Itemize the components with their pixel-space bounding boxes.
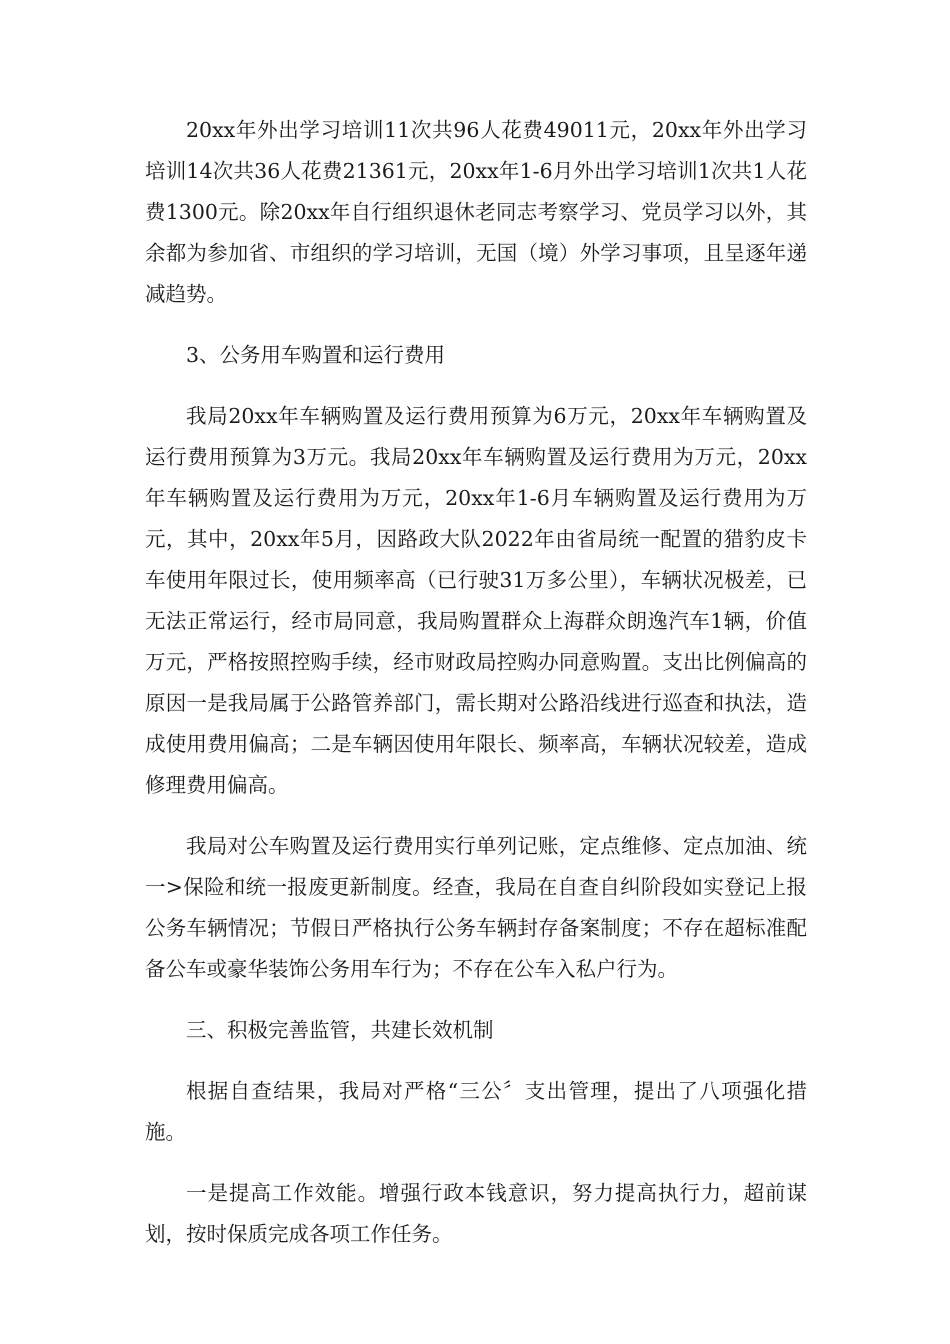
document-body bbox=[145, 110, 807, 1275]
paragraph-training-costs: 20xx年外出学习培训11次共96人花费49011元，20xx年外出学习培训14次共36人花费21361元，20xx年1-6月外出学习培训1次共1人花费1300元。除20xx年自行组织退休老同志考察学习、党员学习以外，其余都为参加省、市组织的学习培训，无国（境）外学习事项，且呈逐年递减趋势。 bbox=[145, 118, 807, 306]
paragraph-vehicle-budget: 我局20xx年车辆购置及运行费用预算为6万元，20xx年车辆购置及运行费用预算为3万元。我局20xx年车辆购置及运行费用为万元，20xx年车辆购置及运行费用为万元，20xx年1-6月车辆购置及运行费用为万元，其中，20xx年5月，因路政大队2022年由省局统一配置的猎豹皮卡车使用年限过长，使用频率高（已行驶31万多公里），车辆状况极差，已无法正常运行，经市局同意，我局购置群众上海群众朗逸汽车1辆，价值万元，严格按照控购手续，经市财政局控购办同意购置。支出比例偏高的原因一是我局属于公路管养部门，需长期对公路沿线进行巡查和执法，造成使用费用偏高；二是车辆因使用年限长、频率高，车辆状况较差，造成修理费用偏高。 bbox=[145, 404, 807, 797]
paragraph-vehicle-management: 我局对公车购置及运行费用实行单列记账，定点维修、定点加油、统一>保险和统一报废更新制度。经查，我局在自查自纠阶段如实登记上报公务车辆情况；节假日严格执行公务车辆封存备案制度；不存在超标准配备公车或豪华装饰公务用车行为；不存在公车入私户行为。 bbox=[145, 834, 807, 981]
heading-supervision: 三、积极完善监管，共建长效机制 bbox=[186, 1018, 494, 1042]
paragraph-measures-intro: 根据自查结果，我局对严格“三公〞支出管理，提出了八项强化措施。 bbox=[145, 1079, 807, 1144]
paragraph-measure-one: 一是提高工作效能。增强行政本钱意识，努力提高执行力，超前谋划，按时保质完成各项工作任务。 bbox=[145, 1181, 807, 1246]
heading-vehicle-costs: 3、公务用车购置和运行费用 bbox=[186, 343, 446, 367]
